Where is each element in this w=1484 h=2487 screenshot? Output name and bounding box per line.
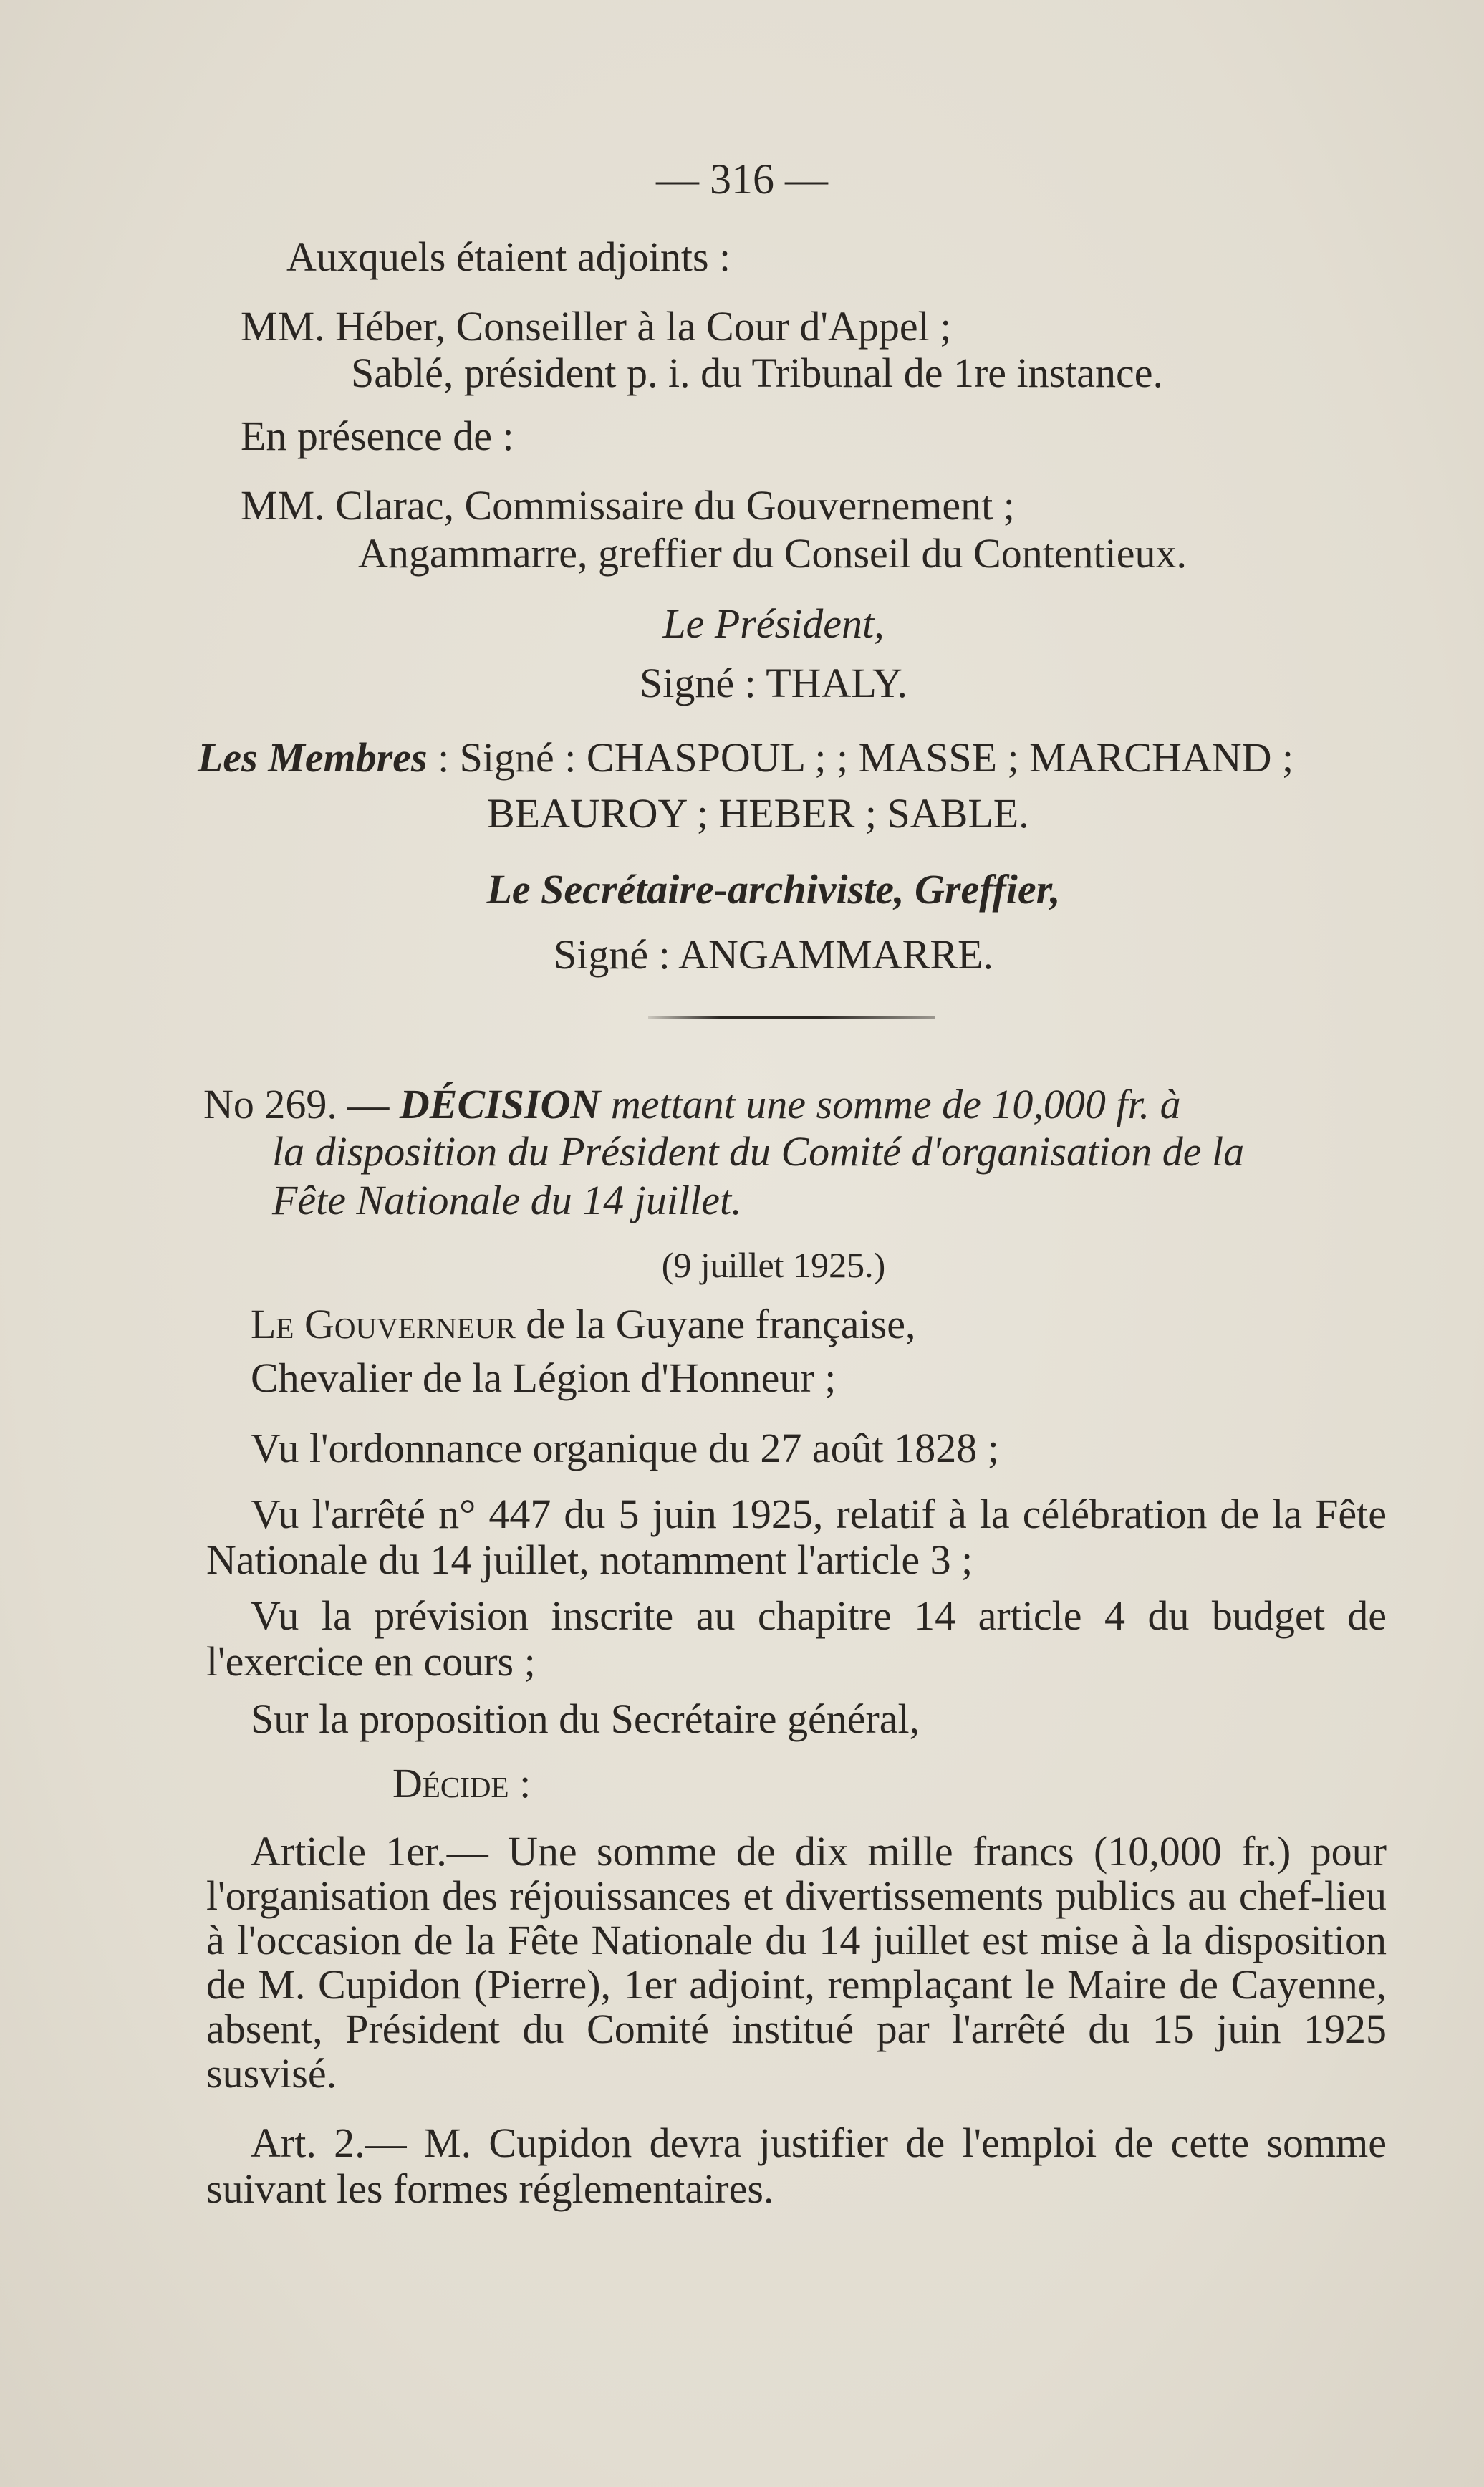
presence-intro: En présence de :	[241, 413, 514, 459]
members-label: Les Membres	[198, 734, 428, 781]
decide-heading: Décide :	[392, 1760, 531, 1807]
adjoints-intro: Auxquels étaient adjoints :	[286, 234, 731, 280]
governor-title: Le Gouverneur	[251, 1301, 516, 1347]
decision-number: No 269. —	[203, 1081, 400, 1127]
page-number: — 316 —	[656, 155, 828, 203]
vu-ordonnance: Vu l'ordonnance organique du 27 août 1828 ;	[251, 1425, 999, 1471]
decision-title-rest: mettant une somme de 10,000 fr. à	[600, 1081, 1181, 1127]
adjoint-sable: Sablé, président p. i. du Tribunal de 1re instance.	[351, 350, 1164, 396]
presence-clarac: MM. Clarac, Commissaire du Gouvernement ;	[241, 482, 1015, 529]
proposition-line: Sur la proposition du Secrétaire général,	[251, 1695, 920, 1742]
decision-title-line-3: Fête Nationale du 14 juillet.	[272, 1177, 742, 1223]
members-line-1	[198, 732, 1293, 784]
decision-title-line-2: la disposition du Président du Comité d'organisation de la	[272, 1128, 1245, 1175]
decision-title-line-1	[203, 1079, 1181, 1130]
secretary-title: Le Secrétaire-archiviste, Greffier,	[486, 866, 1061, 913]
presence-angammarre: Angammarre, greffier du Conseil du Contentieux.	[358, 530, 1187, 577]
decision-date: (9 juillet 1925.)	[661, 1245, 886, 1285]
section-divider	[648, 1016, 935, 1019]
members-line-2: BEAUROY ; HEBER ; SABLE.	[487, 790, 1029, 837]
president-signature: Signé : THALY.	[640, 660, 907, 706]
adjoint-heber: MM. Héber, Conseiller à la Cour d'Appel ;	[241, 303, 952, 350]
article-1: Article 1er.— Une somme de dix mille francs (10,000 fr.) pour l'organisation des réjouissances et divertissements publics au chef-lieu à l'occasion de la Fête Nationale du 14 juillet est mise à la disposition de M. Cupidon (Pierre), 1er adjoint, remplaçant le Maire de Cayenne, absent, Président du Comité institué par l'arrêté du 15 juin 1925 susvisé.	[206, 1828, 1387, 2097]
secretary-signature: Signé : ANGAMMARRE.	[554, 931, 993, 978]
decision-title-head: DÉCISION	[399, 1081, 601, 1127]
article-2: Art. 2.— M. Cupidon devra justifier de l'emploi de cette somme suivant les formes réglementaires.	[206, 2120, 1387, 2212]
vu-arrete: Vu l'arrêté n° 447 du 5 juin 1925, relatif à la célébration de la Fête Nationale du 14 juillet, notamment l'article 3 ;	[206, 1491, 1387, 1583]
vu-prevision: Vu la prévision inscrite au chapitre 14 article 4 du budget de l'exercice en cours ;	[206, 1592, 1387, 1685]
governor-honour: Chevalier de la Légion d'Honneur ;	[251, 1355, 837, 1401]
governor-line	[251, 1299, 915, 1350]
president-title: Le Président,	[662, 600, 885, 647]
governor-rest: de la Guyane française,	[515, 1301, 916, 1347]
members-names-1: : Signé : CHASPOUL ; ; MASSE ; MARCHAND ;	[427, 734, 1294, 781]
